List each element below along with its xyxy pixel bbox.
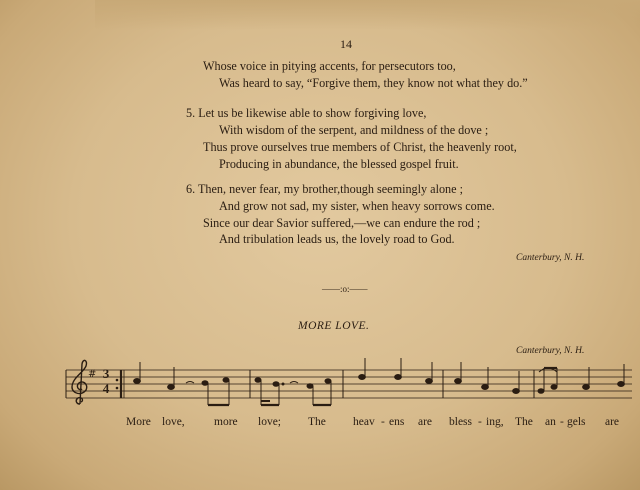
note xyxy=(273,382,279,387)
verse-line: 5. Let us be likewise able to show forgiving love, xyxy=(186,106,427,120)
note xyxy=(255,378,261,383)
lyric-syllable: are xyxy=(418,416,433,428)
verse-line: With wisdom of the serpent, and mildness of the dove ; xyxy=(219,123,489,137)
note xyxy=(583,385,590,390)
note xyxy=(359,375,366,380)
repeat-dot xyxy=(116,379,119,382)
lyric-syllable: more xyxy=(214,416,238,428)
verse-line: Since our dear Savior suffered,—we can endure the rod ; xyxy=(203,216,481,230)
lyric-syllable: - xyxy=(381,416,385,428)
sharp-icon: # xyxy=(88,369,97,380)
lyric-syllable: - xyxy=(478,416,482,428)
lyric-syllable: ens xyxy=(389,416,405,428)
page-number: 14 xyxy=(340,37,352,51)
note xyxy=(395,375,402,380)
lyric-syllable: - xyxy=(560,416,564,428)
lyric-syllable: ing, xyxy=(486,416,504,428)
note xyxy=(426,379,433,384)
note xyxy=(455,379,462,384)
lyric-syllable: are xyxy=(605,416,620,428)
note xyxy=(325,379,331,384)
note xyxy=(551,385,557,390)
note xyxy=(134,379,141,384)
dot xyxy=(282,383,284,385)
verse-line: Whose voice in pitying accents, for persecutors too, xyxy=(203,59,456,73)
note xyxy=(513,389,520,394)
note xyxy=(538,389,544,394)
song-title: MORE LOVE. xyxy=(298,320,370,332)
note xyxy=(307,384,313,389)
repeat-dot xyxy=(116,387,119,390)
note xyxy=(482,385,489,390)
lyric-syllable: More xyxy=(126,416,151,428)
attribution: Canterbury, N. H. xyxy=(516,253,585,263)
lyric-syllable: gels xyxy=(567,416,586,428)
verse-line: 6. Then, never fear, my brother,though seemingly alone ; xyxy=(186,182,463,196)
lyric-syllable: love, xyxy=(162,416,185,428)
verse-line: And grow not sad, my sister, when heavy sorrows come. xyxy=(219,199,495,213)
lyric-syllable: an xyxy=(545,416,556,428)
time-signature-top: 3 xyxy=(102,366,110,381)
treble-clef-icon xyxy=(72,360,87,404)
time-signature xyxy=(101,366,111,396)
verse-line: And tribulation leads us, the lovely road to God. xyxy=(219,232,455,246)
lyric-syllable: love; xyxy=(258,416,281,428)
lyric-syllable: bless xyxy=(449,416,472,428)
lyric-syllable: heav xyxy=(353,416,375,428)
attribution: Canterbury, N. H. xyxy=(516,346,585,356)
note xyxy=(223,378,229,383)
time-signature-bottom: 4 xyxy=(102,381,110,396)
section-divider: ——:o:—— xyxy=(322,284,368,294)
verse-line: Was heard to say, “Forgive them, they know not what they do.” xyxy=(219,76,528,90)
verse-line: Producing in abundance, the blessed gospel fruit. xyxy=(219,157,459,171)
note xyxy=(202,381,208,386)
note xyxy=(618,382,625,387)
tie xyxy=(186,382,194,384)
tie xyxy=(290,382,298,384)
note xyxy=(168,385,175,390)
verse-line: Thus prove ourselves true members of Christ, the heavenly root, xyxy=(203,140,517,154)
lyric-syllable: The xyxy=(515,416,533,428)
lyric-syllable: The xyxy=(308,416,326,428)
